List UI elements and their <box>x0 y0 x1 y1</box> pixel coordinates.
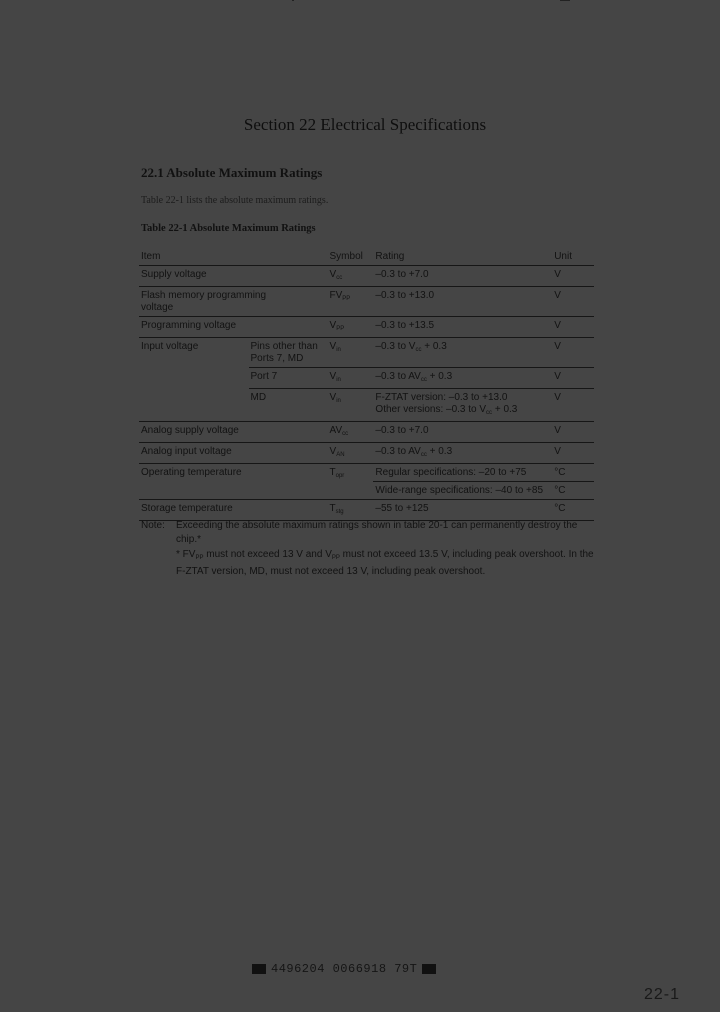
row-symbol: $AV_{cc}$ <box>329 425 349 437</box>
row-item: Analog supply voltage <box>141 425 239 436</box>
header-item: Item <box>139 249 328 266</box>
row-symbol: $V_{in}$ <box>328 389 374 422</box>
page-number: 22-1 <box>644 986 681 1003</box>
row-rating: –0.3 to +13.5 <box>375 320 435 331</box>
row-symbol: $V_{in}$ <box>329 341 341 353</box>
table-row <box>139 317 594 338</box>
barcode-block-icon <box>252 964 266 974</box>
row-rating: Wide-range specifications: –40 to +85 <box>373 482 552 500</box>
table-row <box>139 266 594 287</box>
row-symbol: $V_{in}$ <box>328 368 374 389</box>
row-unit: V <box>554 290 561 301</box>
header-symbol: Symbol <box>328 249 374 266</box>
row-rating: –0.3 to +7.0 <box>375 425 429 436</box>
row-rating: F-ZTAT version: –0.3 to +13.0 Other versions: –0.3 to $V_{cc} + 0.3$ <box>373 389 552 422</box>
table-row <box>139 422 594 443</box>
row-rating: Regular specifications: –20 to +75 <box>375 467 527 478</box>
table-row <box>139 338 594 368</box>
row-symbol: $FV_{PP}$ <box>329 290 351 302</box>
row-rating: –55 to +125 <box>375 503 429 514</box>
row-item: Input voltage <box>139 338 249 422</box>
table-caption: Table 22-1 Absolute Maximum Ratings <box>141 223 316 234</box>
row-symbol: $V_{cc}$ <box>329 269 343 281</box>
print-code <box>252 962 436 976</box>
row-rating: –0.3 to $V_{cc} + 0.3$ <box>375 341 447 353</box>
row-rating: –0.3 to +7.0 <box>375 269 429 280</box>
row-unit: V <box>554 269 561 280</box>
row-subitem: Port 7 <box>249 368 328 389</box>
row-rating: –0.3 to $AV_{cc} + 0.3$ <box>373 368 552 389</box>
table-row <box>139 287 594 317</box>
row-item: Supply voltage <box>141 269 207 280</box>
row-symbol: $T_{opr}$ <box>328 464 374 500</box>
row-unit: V <box>554 320 561 331</box>
row-subitem: Pins other than Ports 7, MD <box>250 341 318 364</box>
print-code-text: 4496204 0066918 79T <box>271 962 418 976</box>
top-edge-mark <box>292 0 294 1</box>
row-item: Analog input voltage <box>141 446 232 457</box>
note-1: Note: Exceeding the absolute maximum ratings shown in table 20-1 can permanently destroy the chip.* <box>141 520 578 545</box>
row-unit: °C <box>552 482 594 500</box>
row-unit: V <box>554 446 561 457</box>
row-item: Storage temperature <box>141 503 233 514</box>
table-header-row <box>139 249 594 266</box>
row-unit: °C <box>554 467 566 478</box>
row-unit: V <box>554 425 561 436</box>
row-rating: –0.3 to +13.0 <box>375 290 435 301</box>
row-item: Operating temperature <box>139 464 328 500</box>
row-rating: –0.3 to $AV_{cc} + 0.3$ <box>375 446 453 458</box>
row-unit: V <box>552 368 594 389</box>
row-unit: V <box>554 341 561 352</box>
section-title: Section 22 Electrical Specifications <box>243 115 487 134</box>
header-rating: Rating <box>373 249 552 266</box>
top-edge-mark <box>560 0 570 1</box>
row-symbol: $V_{AN}$ <box>329 446 345 458</box>
row-symbol: $V_{PP}$ <box>329 320 345 332</box>
barcode-block-icon <box>422 964 436 974</box>
subsection-number: 22.1 <box>141 165 164 180</box>
row-item: Flash memory programming voltage <box>141 290 267 313</box>
row-unit: V <box>552 389 594 422</box>
intro-paragraph: Table 22-1 lists the absolute maximum ratings. <box>141 195 329 206</box>
subsection-heading <box>141 165 322 181</box>
table-row <box>139 500 594 521</box>
header-unit: Unit <box>552 249 594 266</box>
row-symbol: $T_{stg}$ <box>329 503 344 515</box>
subsection-title: Absolute Maximum Ratings <box>166 165 323 180</box>
note-2: * $FV_{PP}$ must not exceed 13 V and $V_{PP}$ must not exceed 13.5 V, including peak overshoot. In the F-ZTAT version, MD, must not exceed 13 V, including peak overshoot. <box>176 549 594 577</box>
row-unit: °C <box>554 503 566 514</box>
row-subitem: MD <box>249 389 328 422</box>
table-row <box>139 443 594 464</box>
table-row <box>139 464 594 482</box>
absolute-maximum-ratings-table <box>139 249 594 521</box>
row-item: Programming voltage <box>141 320 237 331</box>
table-notes <box>141 519 601 579</box>
